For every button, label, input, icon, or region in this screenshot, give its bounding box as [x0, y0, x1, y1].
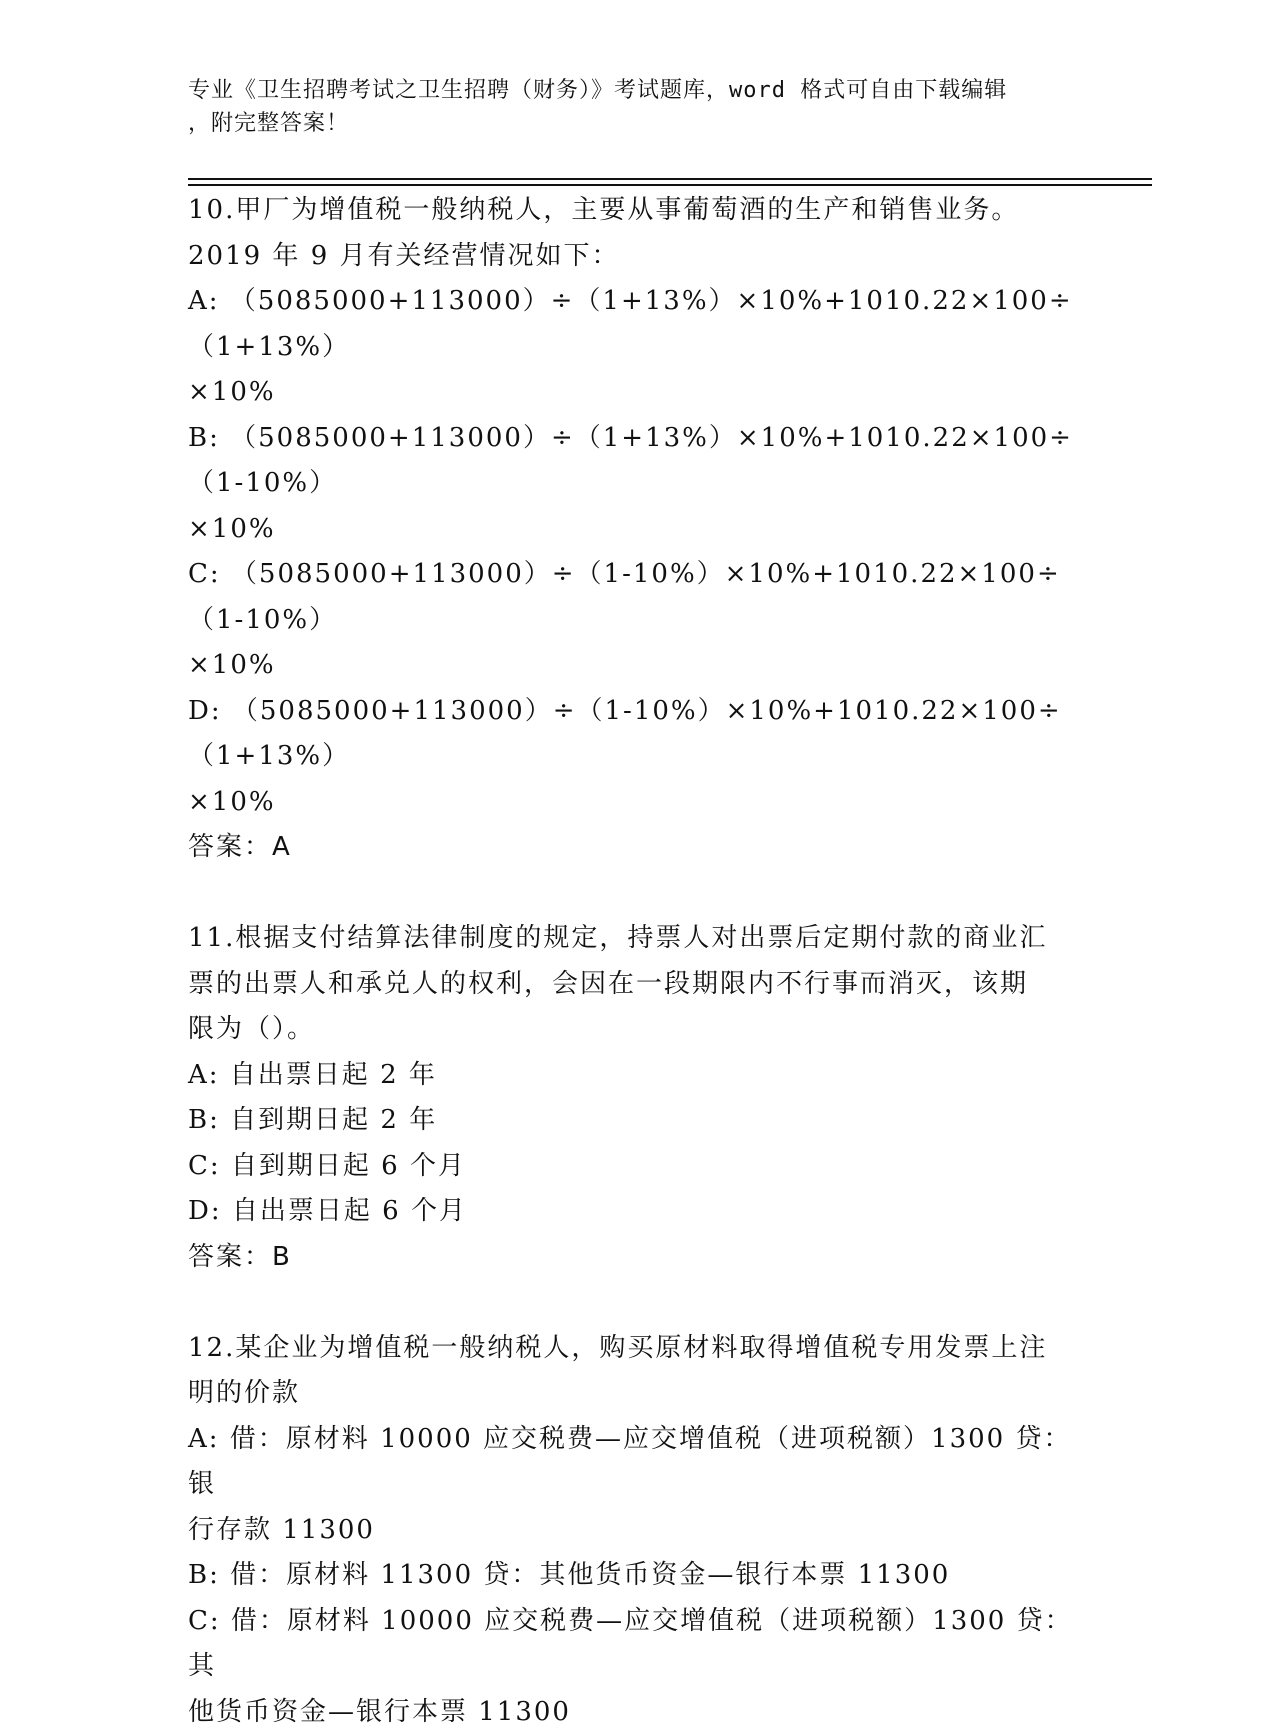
question-stem: 11.根据支付结算法律制度的规定，持票人对出票后定期付款的商业汇 [188, 916, 1088, 962]
question-10 [188, 188, 1088, 871]
option-c-continued: 他货币资金—银行本票 11300 [188, 1690, 1088, 1735]
option-c-continued: ×10% [188, 643, 1088, 689]
option-b: B: 借：原材料 11300 贷：其他货币资金—银行本票 11300 [188, 1553, 1088, 1599]
option-c: C: 借：原材料 10000 应交税费—应交增值税（进项税额）1300 贷：其 [188, 1599, 1088, 1690]
option-a: A: 借：原材料 10000 应交税费—应交增值税（进项税额）1300 贷：银 [188, 1417, 1088, 1508]
option-c: C: 自到期日起 6 个月 [188, 1144, 1088, 1190]
header-divider [188, 184, 1152, 186]
header-line: 专业《卫生招聘考试之卫生招聘（财务）》考试题库，word 格式可自由下载编辑 [188, 74, 1088, 107]
option-c: C: （5085000+113000）÷（1-10%）×10%+1010.22×100÷（1-10%） [188, 552, 1088, 643]
answer-label: 答案：A [188, 825, 1088, 871]
option-a: A: 自出票日起 2 年 [188, 1053, 1088, 1099]
question-stem: 限为（）。 [188, 1007, 1088, 1053]
option-b: B: 自到期日起 2 年 [188, 1098, 1088, 1144]
question-stem: 明的价款 [188, 1371, 1088, 1417]
document-header [188, 74, 1088, 140]
question-list [188, 188, 1088, 1735]
question-12 [188, 1326, 1088, 1735]
option-a-continued: ×10% [188, 370, 1088, 416]
option-b-continued: ×10% [188, 507, 1088, 553]
question-stem: 10.甲厂为增值税一般纳税人，主要从事葡萄酒的生产和销售业务。 [188, 188, 1088, 234]
header-line: ，附完整答案！ [188, 107, 1088, 140]
header-divider [188, 178, 1152, 180]
option-d: D: （5085000+113000）÷（1-10%）×10%+1010.22×100÷（1+13%） [188, 689, 1088, 780]
option-d: D: 自出票日起 6 个月 [188, 1189, 1088, 1235]
question-11 [188, 916, 1088, 1280]
option-b: B: （5085000+113000）÷（1+13%）×10%+1010.22×100÷（1-10%） [188, 416, 1088, 507]
option-a-continued: 行存款 11300 [188, 1508, 1088, 1554]
question-stem: 12.某企业为增值税一般纳税人，购买原材料取得增值税专用发票上注 [188, 1326, 1088, 1372]
answer-label: 答案：B [188, 1235, 1088, 1281]
option-d-continued: ×10% [188, 780, 1088, 826]
question-stem: 票的出票人和承兑人的权利，会因在一段期限内不行事而消灭，该期 [188, 962, 1088, 1008]
question-stem: 2019 年 9 月有关经营情况如下： [188, 234, 1088, 280]
option-a: A: （5085000+113000）÷（1+13%）×10%+1010.22×100÷（1+13%） [188, 279, 1088, 370]
